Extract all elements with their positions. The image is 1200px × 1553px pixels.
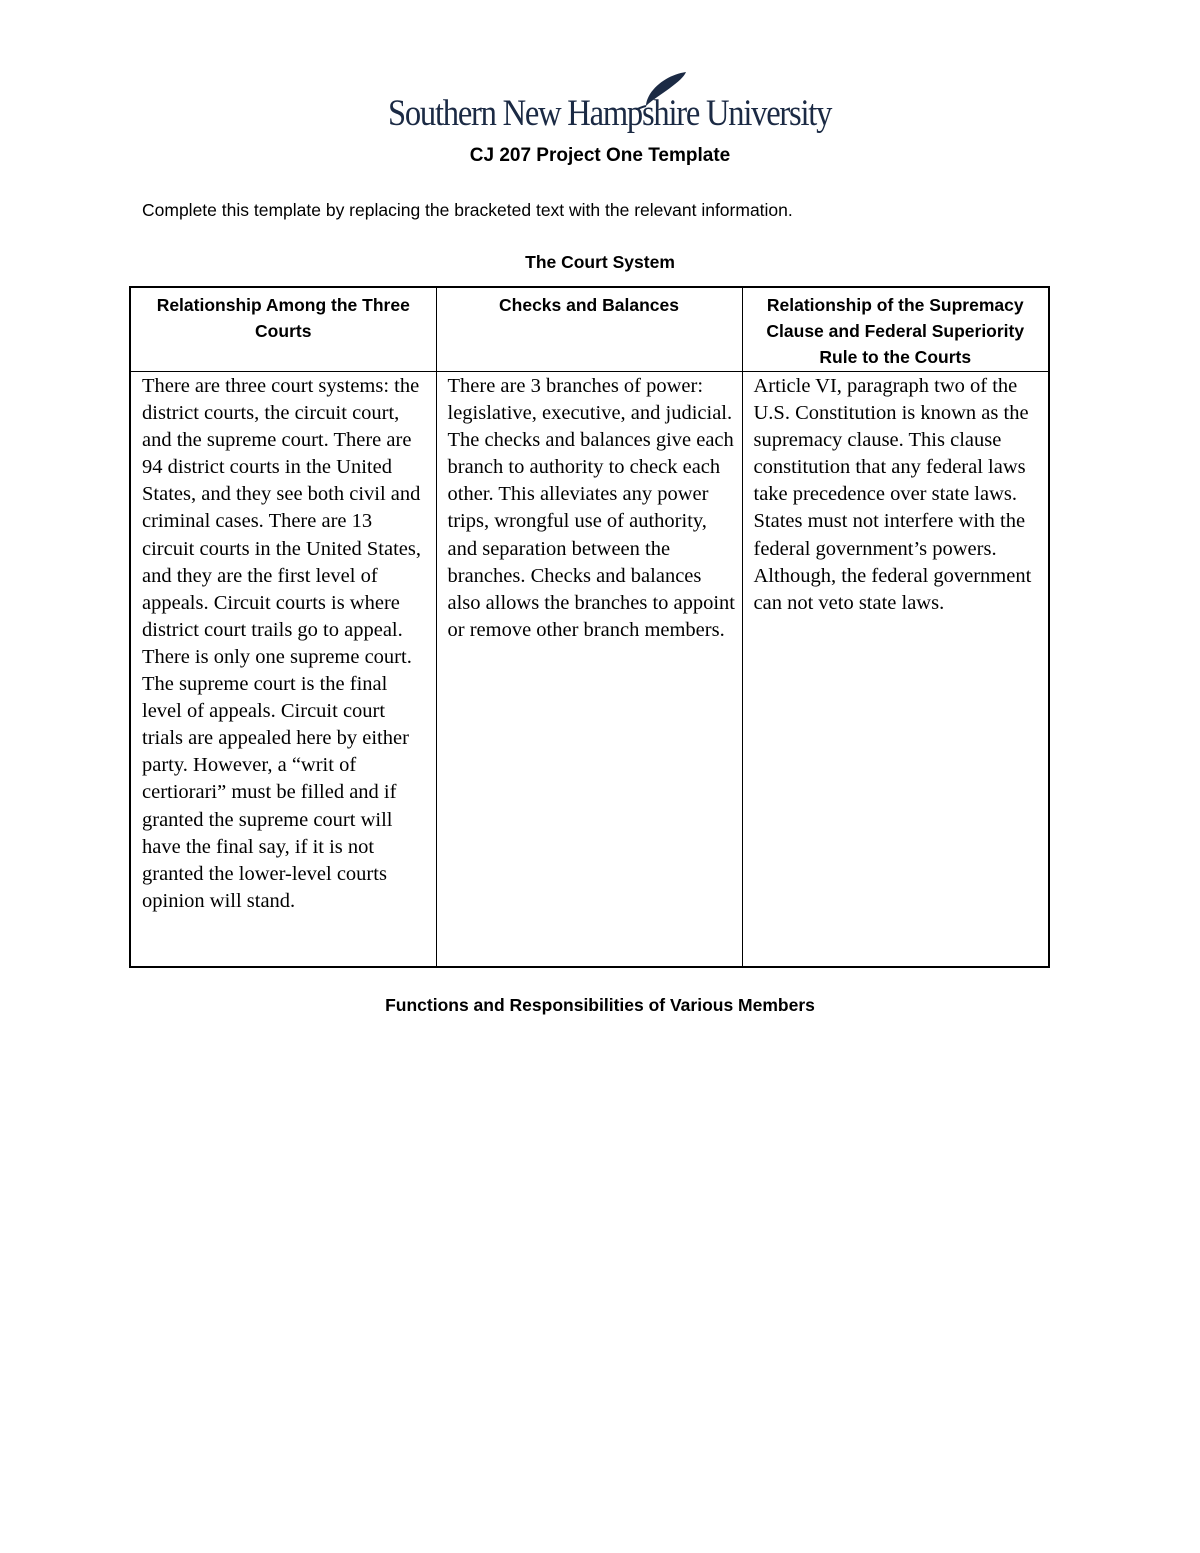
instructions-text: Complete this template by replacing the bracketed text with the relevant information. — [142, 200, 793, 220]
cell-checks-balances: There are 3 branches of power: legislative, executive, and judicial. The checks and balances give each branch to authority to check each other. This alleviates any power trips, wrongful use of authority, and separation between the branches. Checks and balances also allows the branches to appoint or remove other branch members. — [436, 372, 742, 968]
court-system-table — [129, 286, 1050, 968]
column-header-relationship-courts: Relationship Among the Three Courts — [130, 287, 436, 372]
cell-supremacy-clause: Article VI, paragraph two of the U.S. Constitution is known as the supremacy clause. This clause constitution that any federal laws take precedence over state laws. States must not interfere with the federal government’s powers. Although, the federal government can not veto state laws. — [742, 372, 1049, 968]
logo-wordmark: Southern New Hampshire University — [388, 93, 832, 134]
section-title-court-system: The Court System — [525, 252, 675, 272]
column-header-checks-balances: Checks and Balances — [436, 287, 742, 372]
table-header-row — [130, 287, 1049, 372]
section-title-members: Functions and Responsibilities of Various Members — [385, 995, 815, 1015]
table-row — [130, 372, 1049, 968]
cell-relationship-courts: There are three court systems: the district courts, the circuit court, and the supreme court. There are 94 district courts in the United States, and they see both civil and criminal cases. There are 13 circuit courts in the United States, and they are the first level of appeals. Circuit courts is where district court trails go to appeal. There is only one supreme court. The supreme court is the final level of appeals. Circuit court trials are appealed here by either party. However, a “writ of certiorari” must be filled and if granted the supreme court will have the final say, if it is not granted the lower-level courts opinion will stand. — [130, 372, 436, 968]
column-header-supremacy-clause: Relationship of the Supremacy Clause and Federal Superiority Rule to the Courts — [742, 287, 1049, 372]
page-title: CJ 207 Project One Template — [469, 145, 731, 166]
university-logo — [388, 70, 832, 136]
